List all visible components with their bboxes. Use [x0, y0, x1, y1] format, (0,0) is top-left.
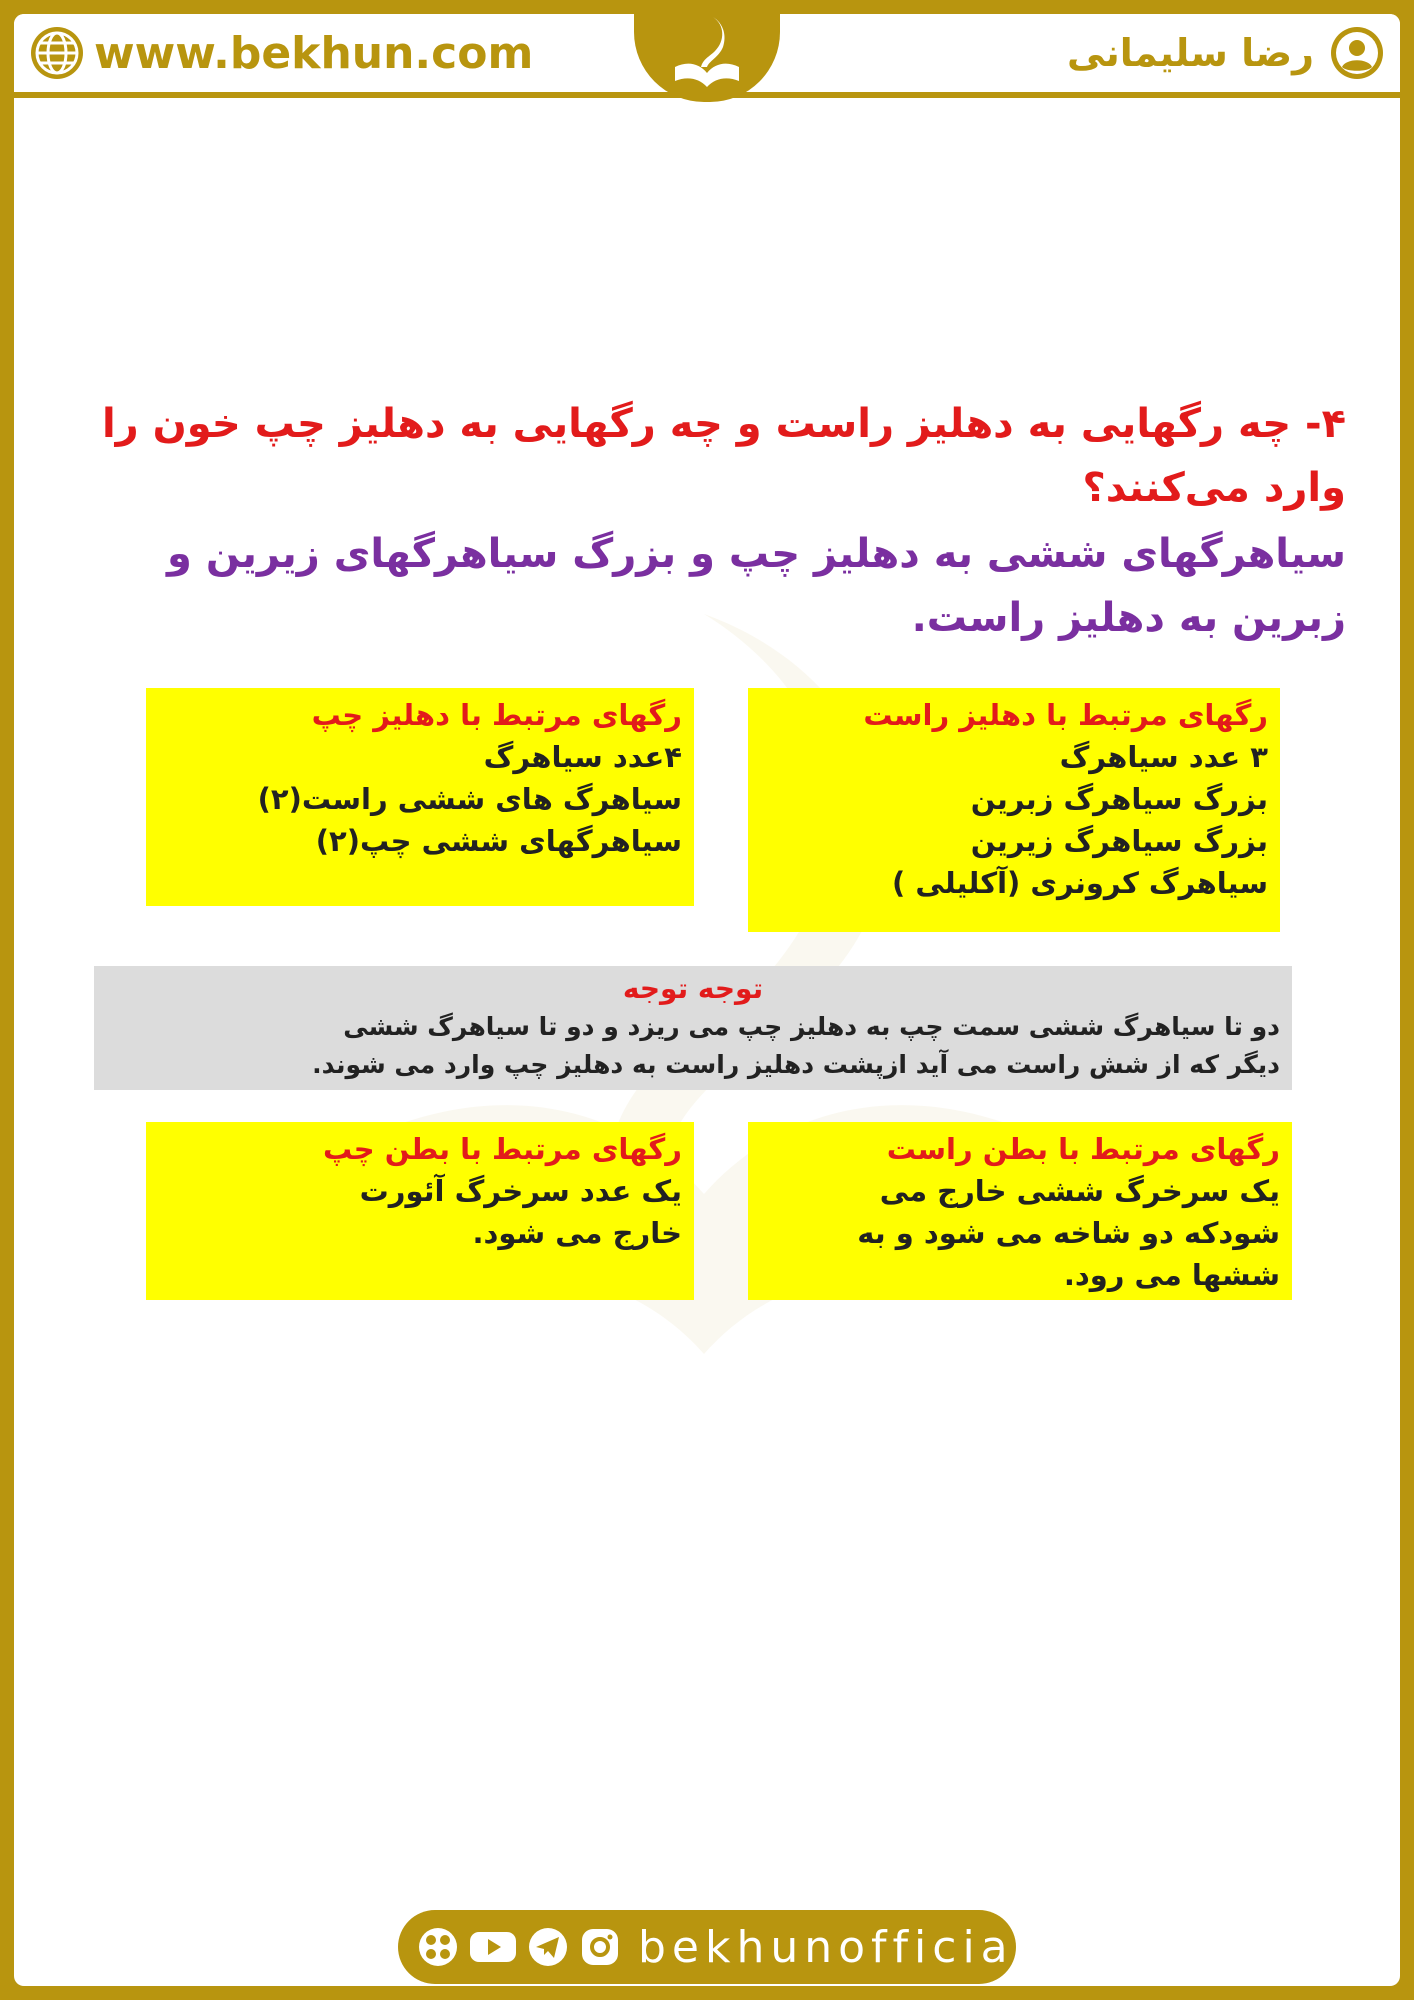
page	[14, 14, 1400, 1986]
youtube-icon[interactable]	[468, 1925, 518, 1969]
social-icons	[416, 1925, 622, 1969]
social-handle[interactable]: bekhunofficial	[638, 1921, 1032, 1973]
note-box	[94, 966, 1292, 1090]
aparat-icon[interactable]	[416, 1925, 460, 1969]
social-footer	[398, 1910, 1032, 1984]
box-line: بزرگ سیاهرگ زبرین	[970, 782, 1268, 816]
note-line: دیگر که از شش راست می آید ازپشت دهلیز راست به دهلیز چپ وارد می شوند.	[312, 1050, 1280, 1079]
right-atrium-box	[748, 688, 1280, 932]
box-line: سیاهرگ های ششی راست(۲)	[257, 782, 682, 816]
box-title: رگهای مرتبط با دهلیز چپ	[311, 698, 682, 732]
box-title: رگهای مرتبط با بطن چپ	[323, 1132, 682, 1166]
website-link[interactable]	[28, 24, 533, 82]
answer-text: سیاهرگهای ششی به دهلیز چپ و بزرگ سیاهرگهای زیرین و زبرین به دهلیز راست.	[167, 531, 1346, 641]
box-title: رگهای مرتبط با دهلیز راست	[863, 698, 1268, 732]
box-line: یک سرخرگ ششی خارج می	[879, 1174, 1280, 1208]
header-bar	[14, 14, 1400, 98]
question-text: ۴- چه رگهایی به دهلیز راست و چه رگهایی به دهلیز چپ خون را وارد می‌کنند؟	[101, 401, 1346, 511]
box-line: ششها می رود.	[1063, 1258, 1280, 1292]
globe-icon	[28, 24, 86, 82]
box-title: رگهای مرتبط با بطن راست	[886, 1132, 1280, 1166]
box-line: سیاهرگ کرونری (آکلیلی )	[892, 866, 1268, 900]
left-ventricle-box	[146, 1122, 694, 1300]
box-line: سیاهرگهای ششی چپ(۲)	[315, 824, 682, 858]
box-line: بزرگ سیاهرگ زیرین	[970, 824, 1268, 858]
left-atrium-box	[146, 688, 694, 906]
box-line: شودکه دو شاخه می شود و به	[857, 1216, 1280, 1250]
author-name: رضا سلیمانی	[1067, 31, 1314, 75]
brand-logo	[634, 14, 780, 102]
instagram-icon[interactable]	[578, 1925, 622, 1969]
note-title: توجه توجه	[622, 972, 764, 1005]
telegram-icon[interactable]	[526, 1925, 570, 1969]
user-avatar-icon	[1328, 24, 1386, 82]
box-line: یک عدد سرخرگ آئورت	[359, 1174, 682, 1208]
book-pen-logo-icon	[667, 14, 747, 91]
right-ventricle-box	[748, 1122, 1292, 1300]
note-line: دو تا سیاهرگ ششی سمت چپ به دهلیز چپ می ریزد و دو تا سیاهرگ ششی	[343, 1012, 1280, 1041]
author	[1067, 24, 1386, 82]
box-line: خارج می شود.	[472, 1216, 682, 1250]
box-line: ۴عدد سیاهرگ	[483, 740, 682, 774]
website-text: www.bekhun.com	[94, 27, 534, 79]
box-line: ۳ عدد سیاهرگ	[1059, 740, 1268, 774]
